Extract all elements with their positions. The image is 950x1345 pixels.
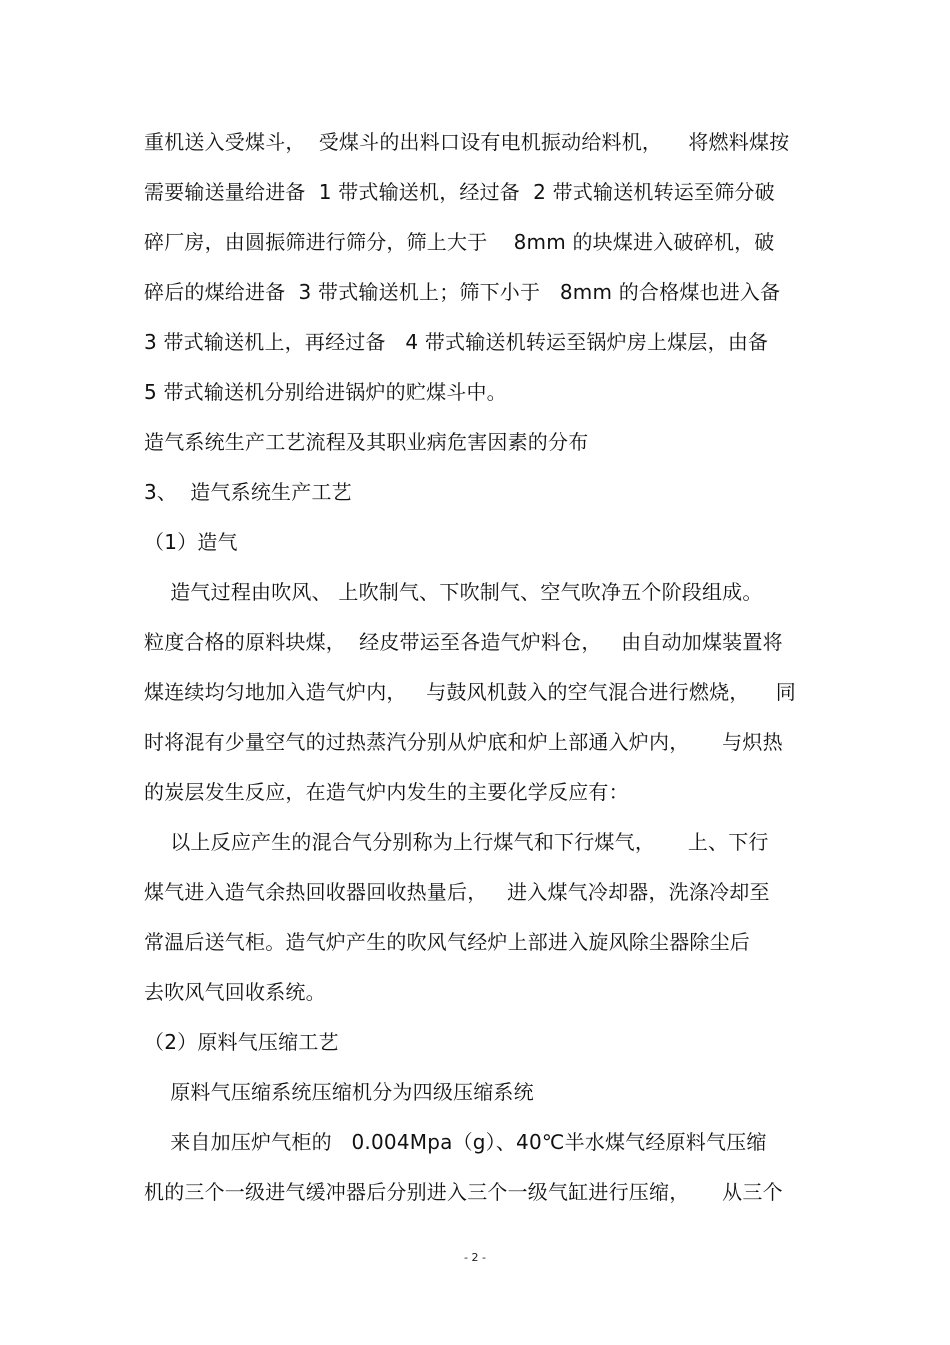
text-line: 常温后送气柜。造气炉产生的吹风气经炉上部进入旋风除尘器除尘后 — [144, 930, 750, 954]
text-line: 3 带式输送机上，再经过备 4 带式输送机转运至锅炉房上煤层，由备 — [144, 330, 769, 354]
text-line: 重机送入受煤斗， 受煤斗的出料口设有电机振动给料机， 将燃料煤按 — [144, 130, 790, 154]
text-line: 5 带式输送机分别给进锅炉的贮煤斗中。 — [144, 380, 507, 404]
text-line: 煤连续均匀地加入造气炉内， 与鼓风机鼓入的空气混合进行燃烧， 同 — [144, 680, 796, 704]
text-line: 去吹风气回收系统。 — [144, 980, 326, 1004]
subsection-heading: （1）造气 — [144, 530, 238, 554]
text-line: 机的三个一级进气缓冲器后分别进入三个一级气缸进行压缩， 从三个 — [144, 1180, 783, 1204]
section-heading: 3、 造气系统生产工艺 — [144, 480, 352, 504]
text-line: 粒度合格的原料块煤， 经皮带运至各造气炉料仓， 由自动加煤装置将 — [144, 630, 783, 654]
text-line: 碎厂房，由圆振筛进行筛分，筛上大于 8mm 的块煤进入破碎机，破 — [144, 230, 775, 254]
text-line: 原料气压缩系统压缩机分为四级压缩系统 — [144, 1080, 534, 1104]
text-line: 以上反应产生的混合气分别称为上行煤气和下行煤气， 上、下行 — [144, 830, 769, 854]
text-line: 的炭层发生反应，在造气炉内发生的主要化学反应有： — [144, 780, 629, 804]
section-heading: 造气系统生产工艺流程及其职业病危害因素的分布 — [144, 430, 589, 454]
text-line: 来自加压炉气柜的 0.004Mpa（g）、40℃半水煤气经原料气压缩 — [144, 1130, 767, 1154]
text-line: 需要输送量给进备 1 带式输送机，经过备 2 带式输送机转运至筛分破 — [144, 180, 775, 204]
text-line: 造气过程由吹风、 上吹制气、下吹制气、空气吹净五个阶段组成。 — [144, 580, 763, 604]
page-number: - 2 - — [464, 1251, 486, 1264]
text-line: 煤气进入造气余热回收器回收热量后， 进入煤气冷却器，洗涤冷却至 — [144, 880, 770, 904]
subsection-heading: （2）原料气压缩工艺 — [144, 1030, 339, 1054]
text-line: 时将混有少量空气的过热蒸汽分别从炉底和炉上部通入炉内， 与炽热 — [144, 730, 783, 754]
text-line: 碎后的煤给进备 3 带式输送机上；筛下小于 8mm 的合格煤也进入备 — [144, 280, 781, 304]
